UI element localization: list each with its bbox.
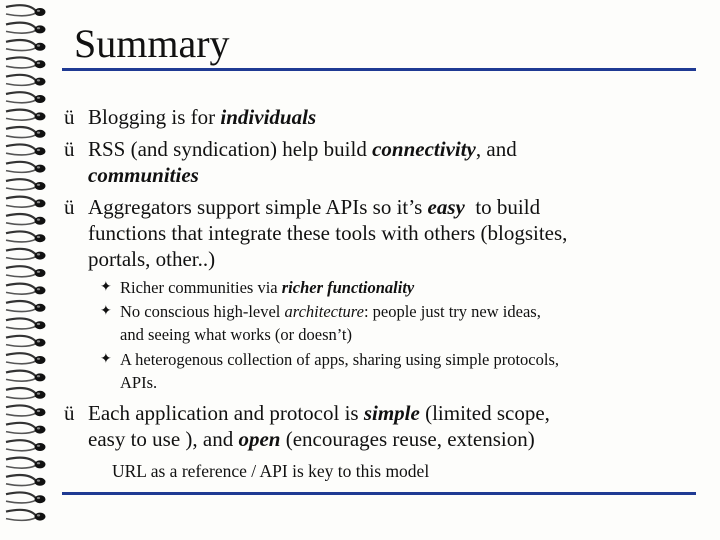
binding-ring — [6, 318, 46, 329]
binding-ring — [6, 23, 46, 34]
check-icon: ü — [64, 105, 75, 129]
closing-note: URL as a reference / API is key to this model — [112, 461, 430, 481]
binding-ring — [6, 266, 46, 277]
star-icon: ✦ — [100, 280, 112, 295]
check-icon: ü — [64, 401, 75, 425]
binding-ring — [6, 353, 46, 364]
binding-ring — [6, 75, 46, 86]
binding-ring — [6, 423, 46, 434]
binding-ring — [6, 388, 46, 399]
binding-ring — [6, 144, 46, 155]
binding-ring — [6, 284, 46, 295]
binding-ring — [6, 197, 46, 208]
binding-ring — [6, 336, 46, 347]
binding-ring — [6, 249, 46, 260]
binding-ring — [6, 40, 46, 51]
check-icon: ü — [64, 195, 75, 219]
binding-ring — [6, 127, 46, 138]
binding-ring — [6, 162, 46, 173]
binding-ring — [6, 492, 46, 503]
binding-ring — [6, 5, 46, 16]
binding-ring — [6, 57, 46, 68]
binding-ring — [6, 405, 46, 416]
binding-ring — [6, 475, 46, 486]
binding-ring — [6, 110, 46, 121]
binding-ring — [6, 92, 46, 103]
footer-rule — [62, 492, 696, 495]
binding-ring — [6, 179, 46, 190]
spiral-binding — [0, 0, 60, 540]
star-icon: ✦ — [100, 304, 112, 319]
binding-ring — [6, 458, 46, 469]
binding-ring — [6, 214, 46, 225]
binding-ring — [6, 440, 46, 451]
binding-ring — [6, 510, 46, 521]
binding-ring — [6, 301, 46, 312]
slide: Summary ü Blogging is for individuals ü RSS (and syndication) help build connectivity, and communities ü Aggregators support simple APIs so it’s easy to build functions that integrate these tools with others (blogsites, portals, other..) ✦ Richer communities via richer functionality ✦ No conscious high-level architecture: people just try new ideas, and seeing what works (or doesn’t) ✦ A heterogenous collection of apps, sharing using simple protocols, APIs. ü Each application and protocol is simple (limited scope, easy to use ), and open (encourages reuse, extension) URL as a reference / API is key to this model — [0, 0, 720, 540]
binding-ring — [6, 371, 46, 382]
check-icon: ü — [64, 137, 75, 161]
star-icon: ✦ — [100, 352, 112, 367]
slide-title: Summary — [74, 21, 230, 66]
title-underline — [62, 68, 696, 71]
binding-ring — [6, 231, 46, 242]
